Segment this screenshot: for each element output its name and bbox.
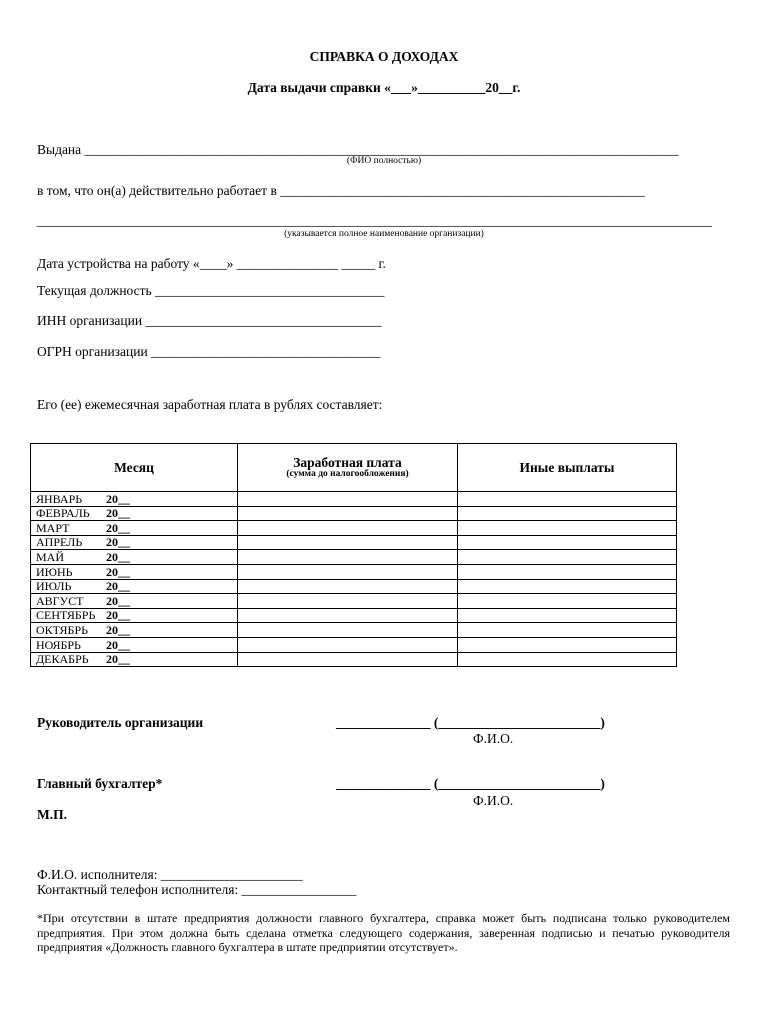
- month-cell: [31, 637, 238, 652]
- month-cell: [31, 594, 238, 609]
- month-name: ФЕВРАЛЬ: [36, 506, 90, 521]
- month-cell: [31, 506, 238, 521]
- salary-header: [238, 444, 458, 492]
- inn-field[interactable]: ИНН организации ___________________________________: [37, 313, 382, 328]
- month-year[interactable]: 20__: [106, 652, 130, 667]
- month-name: ДЕКАБРЬ: [36, 652, 89, 667]
- other-payments-cell[interactable]: [458, 506, 677, 521]
- month-year[interactable]: 20__: [106, 637, 130, 652]
- accountant-signature-label: Главный бухгалтер*: [37, 776, 163, 791]
- other-payments-cell[interactable]: [458, 550, 677, 565]
- other-payments-cell[interactable]: [458, 535, 677, 550]
- month-year[interactable]: 20__: [106, 622, 130, 637]
- month-cell: [31, 492, 238, 507]
- month-cell: [31, 564, 238, 579]
- table-row: [31, 579, 677, 594]
- salary-cell[interactable]: [238, 550, 458, 565]
- month-cell: [31, 608, 238, 623]
- month-name: МАЙ: [36, 549, 65, 564]
- salary-cell[interactable]: [238, 535, 458, 550]
- salary-cell[interactable]: [238, 623, 458, 638]
- table-row: [31, 652, 677, 667]
- month-name: ЯНВАРЬ: [36, 491, 83, 506]
- table-row: [31, 623, 677, 638]
- month-year[interactable]: 20__: [106, 491, 130, 506]
- performer-phone-field[interactable]: Контактный телефон исполнителя: _________________: [37, 882, 357, 897]
- month-year[interactable]: 20__: [106, 520, 130, 535]
- head-signature-line[interactable]: ______________ (________________________): [336, 715, 605, 730]
- table-header-row: [31, 444, 677, 492]
- table-row: [31, 506, 677, 521]
- other-payments-header: [458, 444, 677, 492]
- table-row: [31, 637, 677, 652]
- table-row: [31, 594, 677, 609]
- table-row: [31, 608, 677, 623]
- month-name: АВГУСТ: [36, 593, 84, 608]
- salary-cell[interactable]: [238, 506, 458, 521]
- month-year[interactable]: 20__: [106, 506, 130, 521]
- month-cell: [31, 521, 238, 536]
- other-payments-cell[interactable]: [458, 579, 677, 594]
- other-payments-cell[interactable]: [458, 608, 677, 623]
- other-payments-cell[interactable]: [458, 652, 677, 667]
- month-year[interactable]: 20__: [106, 535, 130, 550]
- issue-date-line: Дата выдачи справки «___»__________20__г.: [247, 80, 521, 95]
- position-field[interactable]: Текущая должность __________________________________: [37, 283, 385, 298]
- table-row: [31, 521, 677, 536]
- salary-intro: Его (ее) ежемесячная заработная плата в рублях составляет:: [37, 397, 383, 412]
- fio-hint-text: (ФИО полностью): [346, 156, 422, 166]
- month-header-label: Месяц: [114, 460, 154, 475]
- performer-name-field[interactable]: Ф.И.О. исполнителя: _____________________: [37, 867, 303, 882]
- employer-field[interactable]: в том, что он(а) действительно работает в ______________________________________________________: [37, 183, 645, 198]
- salary-cell[interactable]: [238, 492, 458, 507]
- table-row: [31, 564, 677, 579]
- head-signature-label: Руководитель организации: [37, 715, 204, 730]
- month-name: НОЯБРЬ: [36, 637, 81, 652]
- salary-cell[interactable]: [238, 594, 458, 609]
- salary-cell[interactable]: [238, 608, 458, 623]
- other-payments-cell[interactable]: [458, 623, 677, 638]
- ogrn-field[interactable]: ОГРН организации __________________________________: [37, 344, 381, 359]
- month-name: ОКТЯБРЬ: [36, 622, 89, 637]
- month-name: МАРТ: [36, 520, 70, 535]
- other-payments-cell[interactable]: [458, 637, 677, 652]
- hire-date-field[interactable]: Дата устройства на работу «____» _______________ _____ г.: [37, 256, 386, 271]
- salary-cell[interactable]: [238, 564, 458, 579]
- salary-header-note: (сумма до налогообложения): [286, 468, 409, 479]
- salary-header-label: Заработная плата: [293, 454, 402, 470]
- month-cell: [31, 550, 238, 565]
- month-name: ИЮНЬ: [36, 564, 73, 579]
- footnote: *При отсутствии в штате предприятия должности главного бухгалтера, справка может быть подписана только руководителем предприятия. При этом должна быть сделана отметка следующего содержания, заверенная подписью и печатью руководителя предприятия «Должность главного бухгалтера в штате предприятии отсутствует».: [37, 911, 730, 954]
- salary-cell[interactable]: [238, 579, 458, 594]
- table-row: [31, 492, 677, 507]
- salary-cell[interactable]: [238, 652, 458, 667]
- other-payments-cell[interactable]: [458, 521, 677, 536]
- salary-cell[interactable]: [238, 637, 458, 652]
- accountant-signature-line[interactable]: ______________ (________________________): [336, 776, 605, 791]
- other-payments-cell[interactable]: [458, 594, 677, 609]
- month-name: СЕНТЯБРЬ: [36, 608, 96, 623]
- other-payments-cell[interactable]: [458, 564, 677, 579]
- organization-hint: (указывается полное наименование организации): [284, 229, 484, 239]
- other-payments-header-label: Иные выплаты: [519, 460, 615, 475]
- month-year[interactable]: 20__: [106, 549, 130, 564]
- issued-to-field[interactable]: Выдана ________________________________________________________________________________________: [37, 142, 679, 157]
- salary-cell[interactable]: [238, 521, 458, 536]
- table-row: [31, 535, 677, 550]
- fio-hint: [0, 156, 768, 166]
- month-cell: [31, 535, 238, 550]
- document-title: СПРАВКА О ДОХОДАХ: [309, 49, 459, 64]
- salary-table: [30, 443, 677, 667]
- month-year[interactable]: 20__: [106, 564, 130, 579]
- month-year[interactable]: 20__: [106, 593, 130, 608]
- stamp-label: М.П.: [37, 807, 67, 822]
- month-year[interactable]: 20__: [106, 608, 130, 623]
- month-cell: [31, 579, 238, 594]
- month-name: ИЮЛЬ: [36, 579, 72, 594]
- month-header: [31, 444, 238, 492]
- organization-line[interactable]: ____________________________________________________________________________________________________: [37, 213, 712, 228]
- month-name: АПРЕЛЬ: [36, 535, 83, 550]
- table-row: [31, 550, 677, 565]
- accountant-fio-caption: Ф.И.О.: [473, 793, 514, 808]
- other-payments-cell[interactable]: [458, 492, 677, 507]
- month-cell: [31, 652, 238, 667]
- month-cell: [31, 623, 238, 638]
- month-year[interactable]: 20__: [106, 579, 130, 594]
- head-fio-caption: Ф.И.О.: [473, 731, 514, 746]
